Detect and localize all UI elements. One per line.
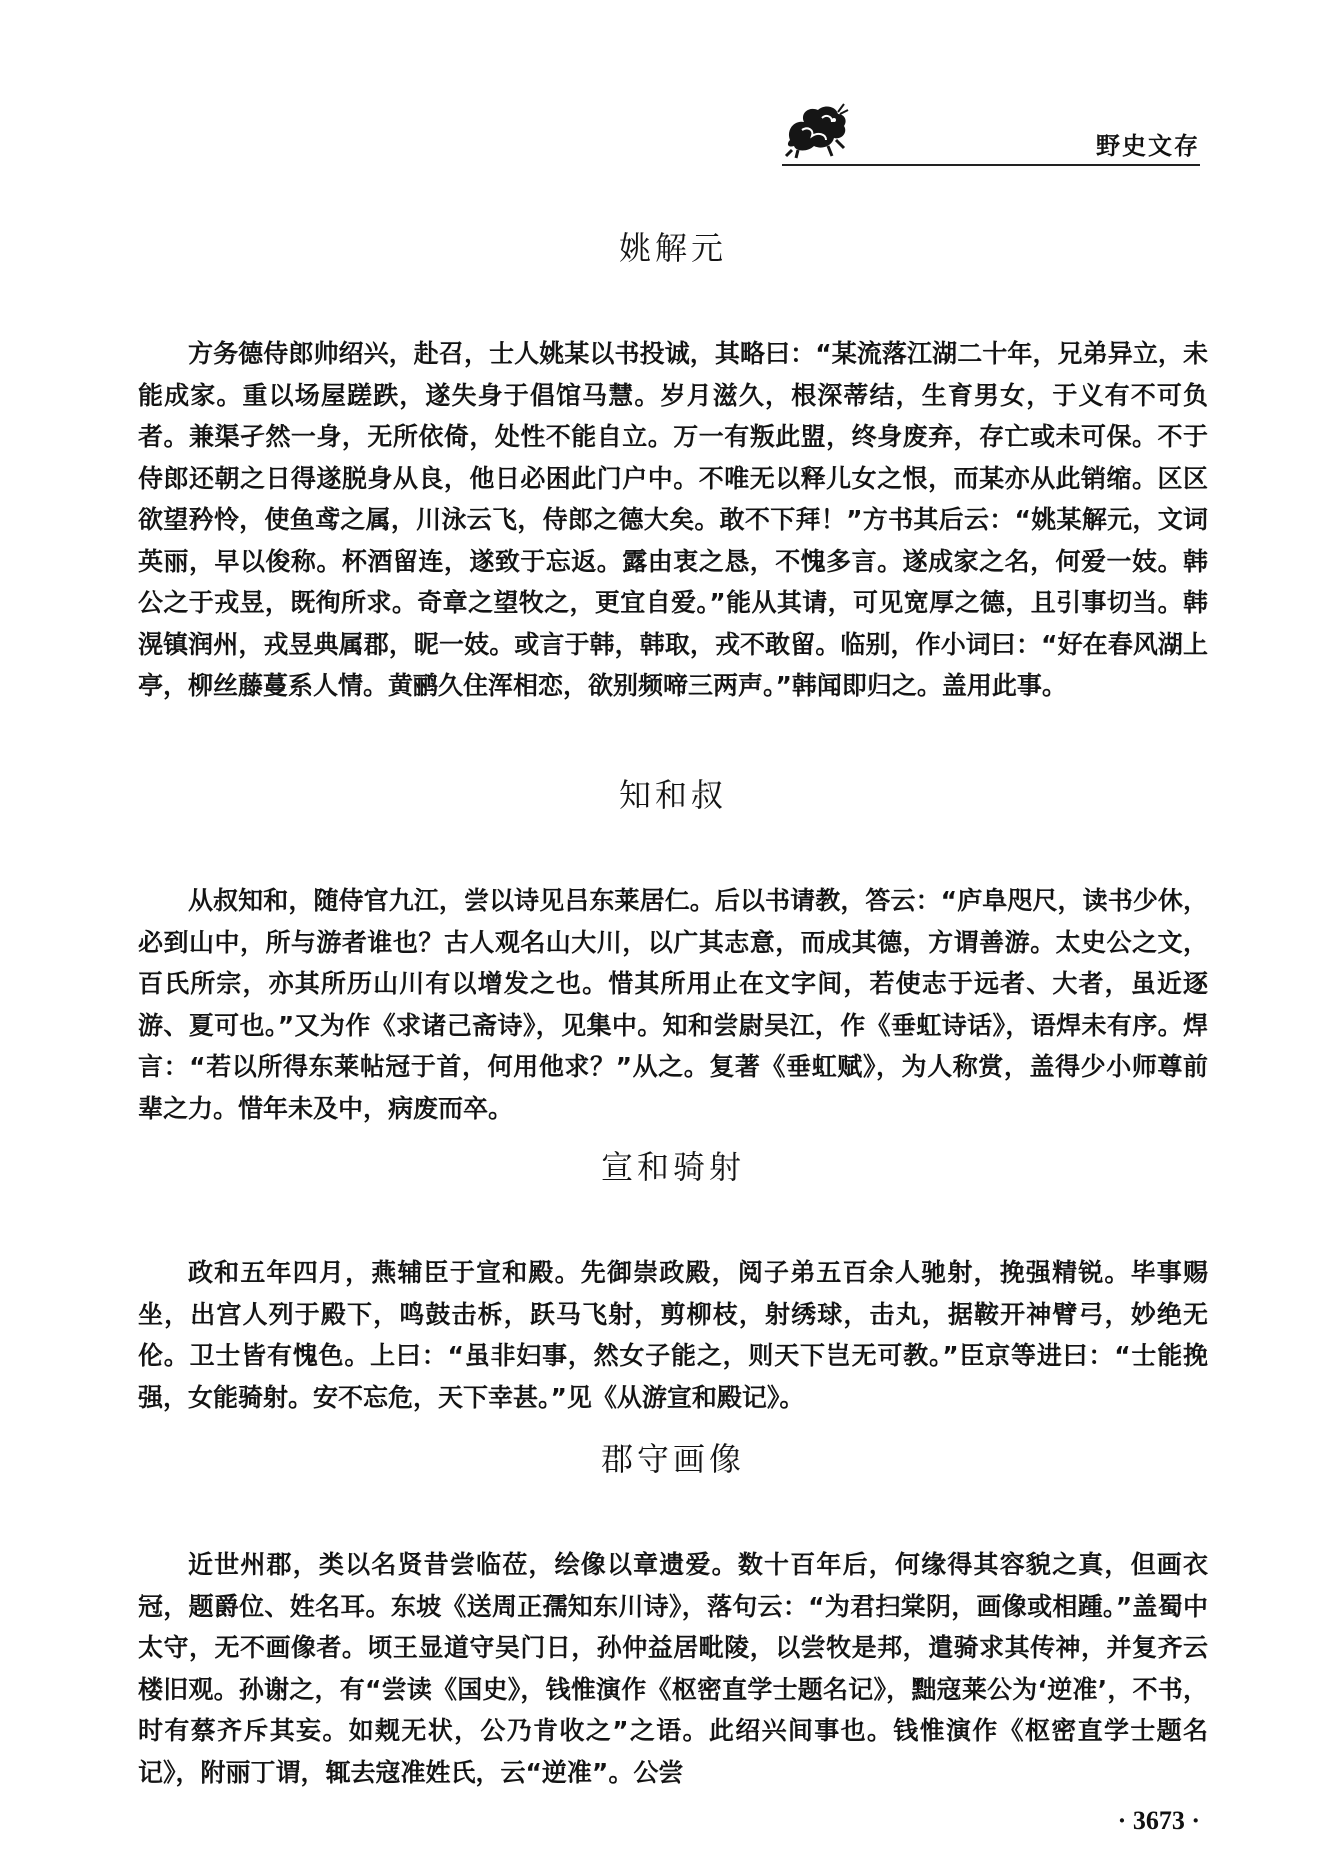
section-body: 政和五年四月，燕辅臣于宣和殿。先御崇政殿，阅子弟五百余人驰射，挽强精锐。毕事赐坐，出宫人列于殿下，鸣鼓击柝，跃马飞射，剪柳枝，射绣球，击丸，据鞍开神臂弓，妙绝无伦。卫士皆有愧色。上曰：“虽非妇事，然女子能之，则天下岂无可教。”臣京等进曰：“士能挽强，女能骑射。安不忘危，天下幸甚。”见《从游宣和殿记》。	[138, 1258, 1208, 1412]
dragon-icon	[782, 100, 852, 160]
section-body: 方务德侍郎帅绍兴，赴召，士人姚某以书投诚，其略曰：“某流落江湖二十年，兄弟异立，未能成家。重以场屋蹉跌，遂失身于倡馆马慧。岁月滋久，根深蒂结，生育男女，于义有不可负者。兼渠孑然一身，无所依倚，处性不能自立。万一有叛此盟，终身废弃，存亡或未可保。不于侍郎还朝之日得遂脱身从良，他日必困此门户中。不唯无以释儿女之恨，而某亦从此销缩。区区欲望矜怜，使鱼鸢之属，川泳云飞，侍郎之德大矣。敢不下拜！”方书其后云：“姚某解元，文词英丽，早以俊称。杯酒留连，遂致于忘返。露由衷之恳，不愧多言。遂成家之名，何爱一妓。韩公之于戎昱，既徇所求。奇章之望牧之，更宜自爱。”能从其请，可见宽厚之德，且引事切当。韩滉镇润州，戎昱典属郡，昵一妓。或言于韩，韩取，戎不敢留。临别，作小词曰：“好在春风湖上亭，柳丝藤蔓系人情。黄鹂久住浑相恋，欲别频啼三两声。”韩闻即归之。盖用此事。	[138, 339, 1208, 700]
collection-name: 野史文存	[1096, 132, 1200, 160]
section-xuanhe-qishe	[138, 1142, 1208, 1418]
section-title: 知和叔	[618, 776, 727, 814]
section-body: 近世州郡，类以名贤昔尝临莅，绘像以章遗爱。数十百年后，何缘得其容貌之真，但画衣冠，题爵位、姓名耳。东坡《送周正孺知东川诗》，落句云：“为君扫棠阴，画像或相踵。”盖蜀中太守，无不画像者。顷王显道守吴门日，孙仲益居毗陵，以尝牧是邦，遣骑求其传神，并复齐云楼旧观。孙谢之，有“尝读《国史》，钱惟演作《枢密直学士题名记》，黜寇莱公为‘逆准’，不书，时有蔡齐斥其妄。如觌无状，公乃肯收之”之语。此绍兴间事也。钱惟演作《枢密直学士题名记》，附丽丁谓，辄去寇准姓氏，云“逆准”。公尝	[138, 1550, 1208, 1787]
section-zhi-heshu	[138, 770, 1208, 1129]
section-title: 姚解元	[618, 229, 727, 267]
header-rule	[782, 164, 1200, 166]
section-title: 郡守画像	[600, 1440, 745, 1478]
section-body: 从叔知和，随侍官九江，尝以诗见吕东莱居仁。后以书请教，答云：“庐阜咫尺，读书少休，必到山中，所与游者谁也？古人观名山大川，以广其志意，而成其德，方谓善游。太史公之文，百氏所宗，亦其所历山川有以增发之也。惜其所用止在文字间，若使志于远者、大者，虽近逐游、夏可也。”又为作《求诸己斋诗》，见集中。知和尝尉吴江，作《垂虹诗话》，语焊未有序。焊言：“若以所得东莱帖冠于首，何用他求？”从之。复著《垂虹赋》，为人称赏，盖得少小师尊前辈之力。惜年未及中，病废而卒。	[138, 886, 1208, 1123]
page-number: · 3673 ·	[1117, 1806, 1200, 1835]
page-header	[782, 100, 1200, 166]
section-yao-jieyuan	[138, 223, 1208, 707]
section-title: 宣和骑射	[600, 1148, 745, 1186]
section-junshou-huaxiang	[138, 1434, 1208, 1793]
